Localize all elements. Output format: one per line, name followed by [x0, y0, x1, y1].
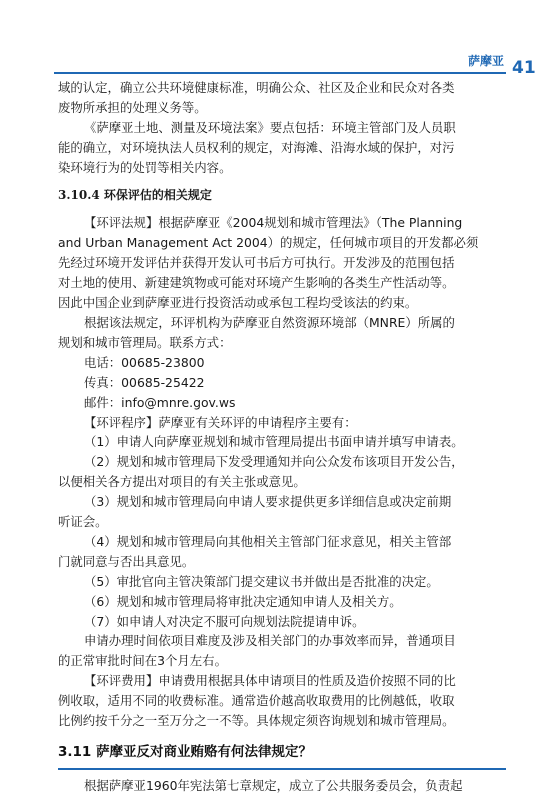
body-line: 《萨摩亚土地、测量及环境法案》要点包括：环境主管部门及人员职 [84, 119, 456, 135]
list-item: （3）规划和城市管理局向申请人要求提供更多详细信息或决定前期 [84, 494, 452, 510]
body-line: 因此中国企业到萨摩亚进行投资活动或承包工程均受该法的约束。 [58, 295, 418, 311]
body-line: 染环境行为的处罚等相关内容。 [58, 159, 232, 175]
contact-phone: 电话：00685-23800 [84, 354, 205, 370]
body-line: 根据萨摩亚1960年宪法第七章规定，成立了公共服务委员会，负责起 [84, 777, 463, 793]
body-line: 根据该法规定，环评机构为萨摩亚自然资源环境部（MNRE）所属的 [84, 314, 455, 330]
body-line: 先经过环境开发评估并获得开发认可书后方可执行。开发涉及的范围包括 [58, 255, 455, 271]
header-rule [54, 72, 506, 74]
body-line: 申请办理时间依项目难度及涉及相关部门的办事效率而异，普通项目 [84, 633, 456, 649]
body-line: 【环评程序】萨摩亚有关环评的申请程序主要有： [84, 414, 357, 430]
list-item: （6）规划和城市管理局将审批决定通知申请人及相关方。 [84, 593, 402, 609]
body-line: and Urban Management Act 2004）的规定，任何城市项目的开发都必须 [58, 235, 479, 251]
running-header-country: 萨摩亚 [468, 54, 505, 68]
body-line: 对土地的使用、新建建筑物或可能对环境产生影响的各类生产性活动等。 [58, 275, 455, 291]
page-number: 41 [512, 58, 536, 78]
body-line: 比例约按千分之一至万分之一不等。具体规定须咨询规划和城市管理局。 [58, 713, 455, 729]
body-line: 例收取，适用不同的收费标准。通常造价越高收取费用的比例越低，收取 [58, 693, 455, 709]
body-line: 门就同意与否出具意见。 [58, 553, 195, 569]
body-line: 域的认定，确立公共环境健康标准，明确公众、社区及企业和民众对各类 [58, 80, 455, 95]
body-line: 废物所承担的处理义务等。 [58, 99, 207, 115]
body-line: 规划和城市管理局。联系方式： [58, 334, 232, 350]
body-line: 听证会。 [58, 514, 108, 530]
body-line: 以便相关各方提出对项目的有关主张或意见。 [58, 474, 306, 490]
subsection-title: 3.10.4 环保评估的相关规定 [58, 187, 212, 202]
body-line: 能的确立，对环境执法人员权利的规定，对海滩、沿海水域的保护，对污 [58, 139, 455, 155]
list-item: （5）审批官向主管决策部门提交建议书并做出是否批准的决定。 [84, 573, 439, 589]
contact-fax: 传真：00685-25422 [84, 374, 205, 390]
list-item: （1）申请人向萨摩亚规划和城市管理局提出书面申请并填写申请表。 [84, 434, 464, 450]
section-title: 3.11 萨摩亚反对商业贿赂有何法律规定？ [58, 744, 313, 760]
list-item: （7）如申请人对决定不服可向规划法院提请申诉。 [84, 613, 365, 629]
list-item: （2）规划和城市管理局下发受理通知并向公众发布该项目开发公告， [84, 454, 464, 470]
page-body [58, 78, 506, 796]
body-line: 【环评法规】根据萨摩亚《2004规划和城市管理法》（The Planning [84, 215, 463, 231]
contact-email: 邮件：info@mnre.gov.ws [84, 394, 236, 410]
section-rule [58, 768, 506, 770]
body-line: 的正常审批时间在3个月左右。 [58, 653, 227, 669]
body-line: 【环评费用】申请费用根据具体申请项目的性质及造价按照不同的比 [84, 673, 456, 689]
list-item: （4）规划和城市管理局向其他相关主管部门征求意见，相关主管部 [84, 533, 452, 549]
